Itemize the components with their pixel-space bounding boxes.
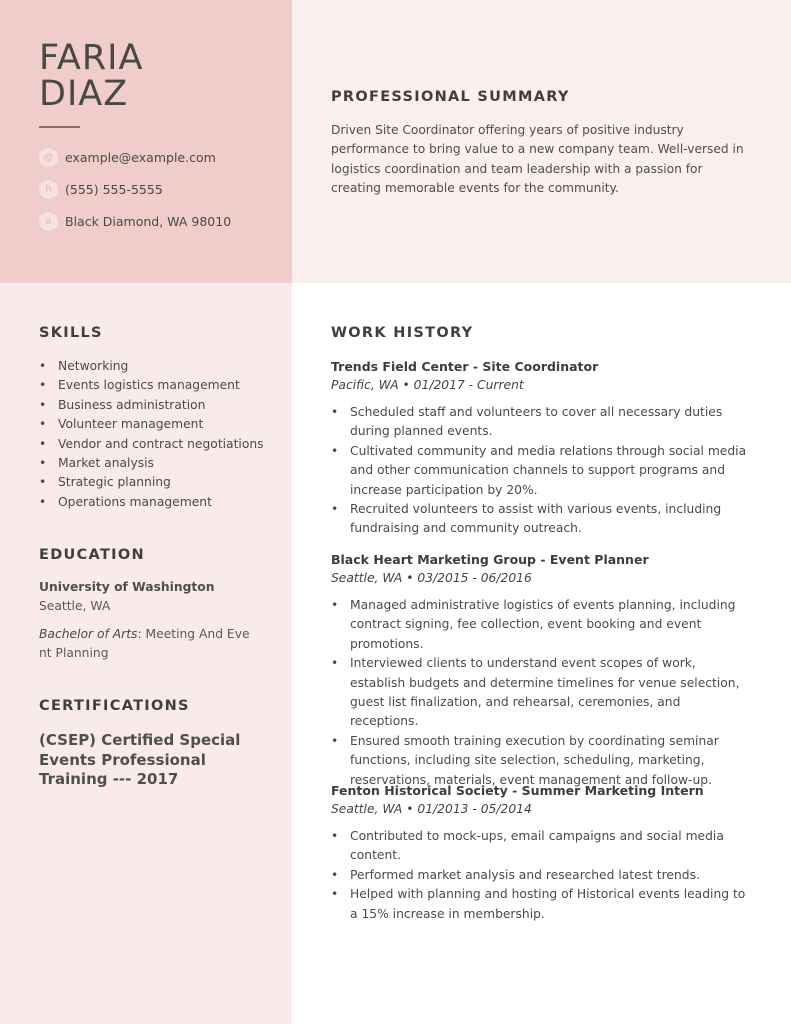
certifications-heading: CERTIFICATIONS	[39, 698, 190, 714]
job-bullets	[331, 596, 751, 790]
education-school: University of Washington	[39, 580, 215, 594]
address-icon: a	[39, 212, 58, 231]
job-bullet: • Ensured smooth training execution by coordinating seminar functions, including site selection, scheduling, marketing, reservations, materials, event management and follow-up.	[331, 732, 751, 790]
job-bullet: • Contributed to mock-ups, email campaigns and social media content.	[331, 827, 751, 866]
work-history-heading: WORK HISTORY	[331, 325, 474, 341]
address-text: Black Diamond, WA 98010	[65, 213, 232, 229]
job-entry	[331, 357, 751, 539]
job-location-dates: Seattle, WA • 01/2013 - 05/2014	[331, 802, 532, 816]
phone-text: (555) 555-5555	[65, 181, 163, 197]
job-bullet: • Cultivated community and media relations through social media and other communication channels to support programs and increase participation by 20%.	[331, 442, 751, 500]
contact-email[interactable]	[39, 147, 216, 167]
job-entry	[331, 550, 751, 790]
summary-text: Driven Site Coordinator offering years of positive industry performance to bring value to a new company team. Well-versed in logistics coordination and team leadership with a passion for creating memorable events for the community.	[331, 123, 744, 196]
skills-heading: SKILLS	[39, 325, 103, 341]
job-bullet: • Performed market analysis and researched latest trends.	[331, 866, 751, 885]
job-heading: Fenton Historical Society - Summer Marketing Intern	[331, 783, 704, 798]
skill-item: • Business administration	[39, 396, 264, 415]
job-bullet: • Recruited volunteers to assist with various events, including fundraising and community outreach.	[331, 500, 751, 539]
job-bullet: • Helped with planning and hosting of Historical events leading to a 15% increase in membership.	[331, 885, 751, 924]
job-heading: Trends Field Center - Site Coordinator	[331, 359, 599, 374]
job-bullet: • Managed administrative logistics of events planning, including contract signing, fee collection, event booking and event promotions.	[331, 596, 751, 654]
education-heading: EDUCATION	[39, 547, 145, 563]
skill-item: • Market analysis	[39, 454, 264, 473]
skill-item: • Operations management	[39, 493, 264, 512]
phone-icon: h	[39, 180, 58, 199]
last-name: DIAZ	[39, 74, 129, 114]
job-location-dates: Pacific, WA • 01/2017 - Current	[331, 378, 524, 392]
skill-item: • Networking	[39, 357, 264, 376]
contact-phone[interactable]	[39, 179, 163, 199]
job-bullets	[331, 827, 751, 924]
certification-item: (CSEP) Certified Special Events Professional Training --- 2017	[39, 731, 241, 788]
name-divider	[39, 126, 80, 128]
job-heading: Black Heart Marketing Group - Event Planner	[331, 552, 649, 567]
email-icon: @	[39, 148, 58, 167]
email-text: example@example.com	[65, 149, 216, 165]
job-bullet: • Interviewed clients to understand event scopes of work, establish budgets and determine timelines for venue selection, guest list finalization, and rehearsal, ceremonies, and receptions.	[331, 654, 751, 732]
candidate-name	[39, 40, 143, 112]
skill-item: • Vendor and contract negotiations	[39, 435, 264, 454]
job-entry	[331, 781, 751, 924]
job-location-dates: Seattle, WA • 03/2015 - 06/2016	[331, 571, 532, 585]
skill-item: • Strategic planning	[39, 473, 264, 492]
education-location: Seattle, WA	[39, 599, 111, 613]
summary-heading: PROFESSIONAL SUMMARY	[331, 89, 570, 105]
first-name: FARIA	[39, 38, 144, 78]
contact-address	[39, 211, 231, 231]
skill-item: • Volunteer management	[39, 415, 264, 434]
skills-list	[39, 357, 264, 512]
job-bullets	[331, 403, 751, 539]
degree-field: : Meeting And Event Planning	[39, 627, 250, 661]
degree-type: Bachelor of Arts	[39, 627, 138, 641]
job-bullet: • Scheduled staff and volunteers to cover all necessary duties during planned events.	[331, 403, 751, 442]
skill-item: • Events logistics management	[39, 376, 264, 395]
education-degree	[39, 625, 253, 664]
